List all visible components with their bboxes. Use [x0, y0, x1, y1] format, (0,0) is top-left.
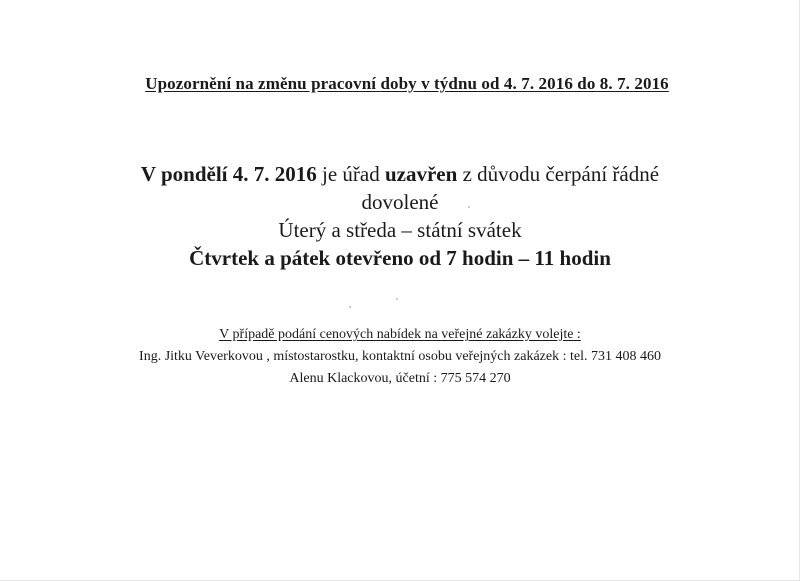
contact-section [0, 324, 800, 390]
holiday-line: Úterý a středa – státní svátek [278, 218, 522, 242]
closure-date: V pondělí 4. 7. 2016 [140, 162, 317, 186]
opening-hours-line: Čtvrtek a pátek otevřeno od 7 hodin – 11 hodin [189, 246, 611, 270]
contact-person-2: Alenu Klackovou, účetní : 775 574 270 [289, 371, 511, 386]
scan-speck [349, 306, 351, 308]
closure-status: uzavřen [384, 162, 458, 186]
closure-text-b: z důvodu čerpání řádné [457, 162, 660, 186]
closure-line [0, 160, 800, 188]
scan-speck [468, 206, 470, 208]
contact-person-1: Ing. Jitku Veverkovou , místostarostku, kontaktní osobu veřejných zakázek : tel. 731 408 460 [139, 349, 661, 364]
closure-reason-line: dovolené [361, 190, 439, 214]
notice-heading: Upozornění na změnu pracovní doby v týdnu od 4. 7. 2016 do 8. 7. 2016 [145, 74, 669, 93]
notice-main-text [0, 160, 800, 272]
contact-intro: V případě podání cenových nabídek na veřejné zakázky volejte : [219, 327, 581, 342]
closure-text-a: je úřad [316, 162, 385, 186]
scan-speck [396, 298, 398, 300]
